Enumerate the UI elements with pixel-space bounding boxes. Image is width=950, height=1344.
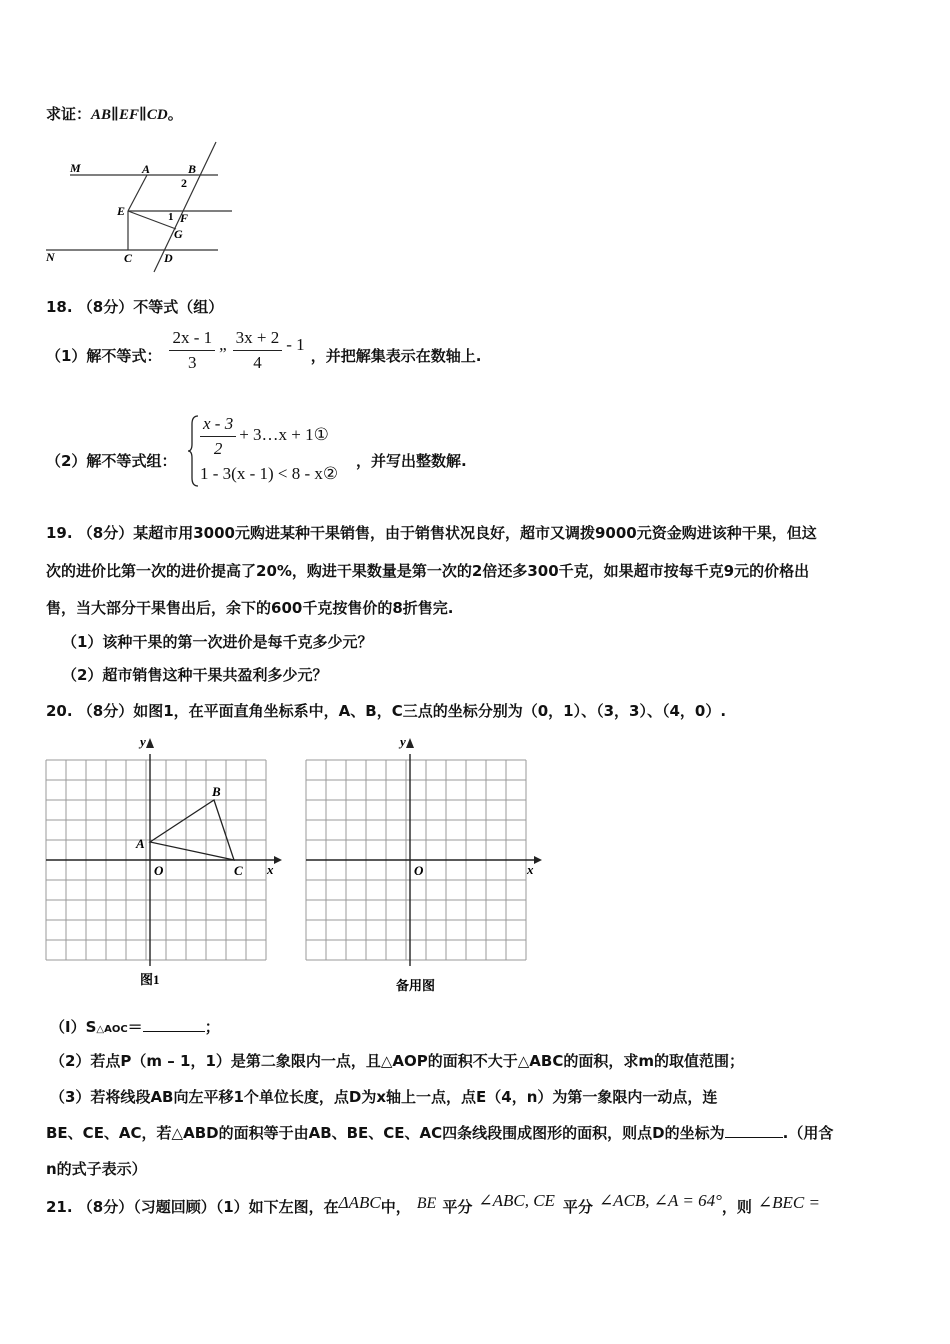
q19-line1: 19. （8分）某超市用3000元购进某种干果销售，由于销售状况良好，超市又调拨9000元资金购进该种干果，但这	[46, 524, 817, 542]
q21-angles-1: ∠ABC, CE	[478, 1191, 555, 1210]
label-d: D	[164, 251, 173, 265]
q18-part1-suffix: ，并把解集表示在数轴上.	[310, 347, 482, 365]
label-n: N	[46, 250, 55, 264]
q18-frac-left	[169, 328, 215, 373]
q18-heading: 18. （8分）不等式（组）	[46, 298, 224, 316]
q21-pingfen-1: 平分	[442, 1198, 473, 1216]
q18-part1-prefix: （1）解不等式：	[46, 347, 162, 365]
q18-part1	[46, 328, 481, 373]
proof-end: 。	[167, 105, 183, 123]
rhs-tail: - 1	[286, 334, 305, 354]
point-b-label: B	[212, 784, 221, 799]
q21-line	[46, 1191, 820, 1219]
proof-statement: AB∥EF∥CD	[91, 107, 168, 123]
q18-frac-right	[233, 328, 283, 373]
relation-symbol: „	[219, 334, 227, 354]
q19-line2: 次的进价比第一次的进价提高了20%，购进干果数量是第一次的2倍还多300千克，如果超市按每千克9元的价格出	[46, 562, 810, 580]
q20-sub3-line2	[46, 1122, 833, 1143]
figure1-caption: 图1	[140, 972, 160, 987]
eq1-frac	[200, 414, 236, 459]
sub1-prefix: （I）S	[50, 1018, 97, 1036]
eq1-denominator: 2	[213, 439, 223, 458]
y-axis-arrow	[406, 738, 414, 748]
q21-ze: ，则	[721, 1198, 752, 1216]
triangle-abc	[150, 800, 234, 860]
answer-blank-1[interactable]	[143, 1017, 205, 1032]
label-b: B	[188, 162, 197, 176]
q18-part2-prefix: （2）解不等式组：	[46, 452, 177, 470]
frac-left-numerator: 2x - 1	[169, 328, 215, 351]
q18-part2-suffix: ，并写出整数解.	[356, 452, 467, 470]
origin-label: O	[414, 863, 424, 878]
label-a: A	[142, 162, 151, 176]
q20-sub3-line1: （3）若将线段AB向左平移1个单位长度，点D为x轴上一点，点E（4，n）为第一象限内一动点，连	[50, 1088, 718, 1106]
segment-ae	[128, 175, 147, 211]
label-f: F	[180, 211, 189, 225]
sub1-end: ；	[204, 1018, 220, 1036]
q21-triangle: ΔABC	[338, 1193, 381, 1212]
label-g: G	[174, 227, 183, 241]
label-angle-1: 1	[168, 211, 174, 223]
q21-angles-2: ∠ACB, ∠A = 64°	[598, 1191, 722, 1210]
proof-line	[46, 103, 183, 124]
figure2-caption: 备用图	[396, 978, 436, 993]
label-angle-2: 2	[181, 176, 187, 190]
q19-line3: 售，当大部分干果售出后，余下的600千克按售价的8折售完.	[46, 599, 454, 617]
x-axis-arrow	[534, 856, 542, 864]
y-axis-label: y	[140, 734, 146, 749]
q21-be: BE	[416, 1195, 437, 1212]
origin-label: O	[154, 863, 164, 878]
system-eq1	[200, 414, 329, 459]
q21-prefix: 21. （8分）（习题回顾）（1）如下左图，在	[46, 1198, 339, 1216]
y-axis-arrow	[146, 738, 154, 748]
frac-right-denominator: 4	[253, 353, 262, 372]
sub1-equals: ＝	[127, 1018, 143, 1036]
q21-zhong: 中，	[380, 1198, 411, 1216]
q20-sub2: （2）若点P（m – 1，1）是第二象限内一点，且△AOP的面积不大于△ABC的面积，求m的取值范围；	[50, 1052, 744, 1070]
q21-pingfen-2: 平分	[562, 1198, 593, 1216]
coordinate-grid-spare	[300, 730, 550, 995]
q20-sub1	[50, 1016, 220, 1037]
y-axis-label: y	[400, 734, 406, 749]
system-eq2: 1 - 3(x - 1) < 8 - x②	[200, 464, 339, 483]
sub1-subscript: △AOC	[96, 1024, 128, 1035]
q21-tail: ∠BEC =	[757, 1193, 820, 1212]
x-axis-arrow	[274, 856, 282, 864]
point-c-label: C	[234, 863, 243, 878]
x-axis-label: x	[267, 862, 274, 877]
q20-heading: 20. （8分）如图1，在平面直角坐标系中，A、B，C三点的坐标分别为（0，1）、（3，3）、（4，0）.	[46, 702, 727, 720]
q20-sub3-line3: n的式子表示）	[46, 1160, 147, 1178]
frac-right-numerator: 3x + 2	[233, 328, 283, 351]
proof-prefix: 求证：	[46, 105, 92, 123]
parallel-lines-figure	[40, 140, 240, 275]
q19-sub2: （2）超市销售这种干果共盈利多少元？	[62, 666, 328, 684]
answer-blank-2[interactable]	[725, 1123, 783, 1138]
label-c: C	[124, 251, 133, 265]
point-a-label: A	[136, 836, 145, 851]
coordinate-grid-figure1	[40, 730, 290, 990]
q19-sub1: （1）该种干果的第一次进价是每千克多少元？	[62, 633, 373, 651]
eq1-numerator: x - 3	[200, 414, 236, 437]
eq1-tail: + 3…x + 1①	[239, 424, 329, 444]
label-e: E	[117, 204, 126, 218]
sub3-line2-text: BE、CE、AC，若△ABD的面积等于由AB、BE、CE、AC四条线段围成图形的面积，则点D的坐标为	[46, 1124, 725, 1142]
x-axis-label: x	[527, 862, 534, 877]
label-m: M	[70, 161, 81, 175]
frac-left-denominator: 3	[188, 353, 197, 372]
sub3-line2-tail: .（用含	[782, 1124, 834, 1142]
